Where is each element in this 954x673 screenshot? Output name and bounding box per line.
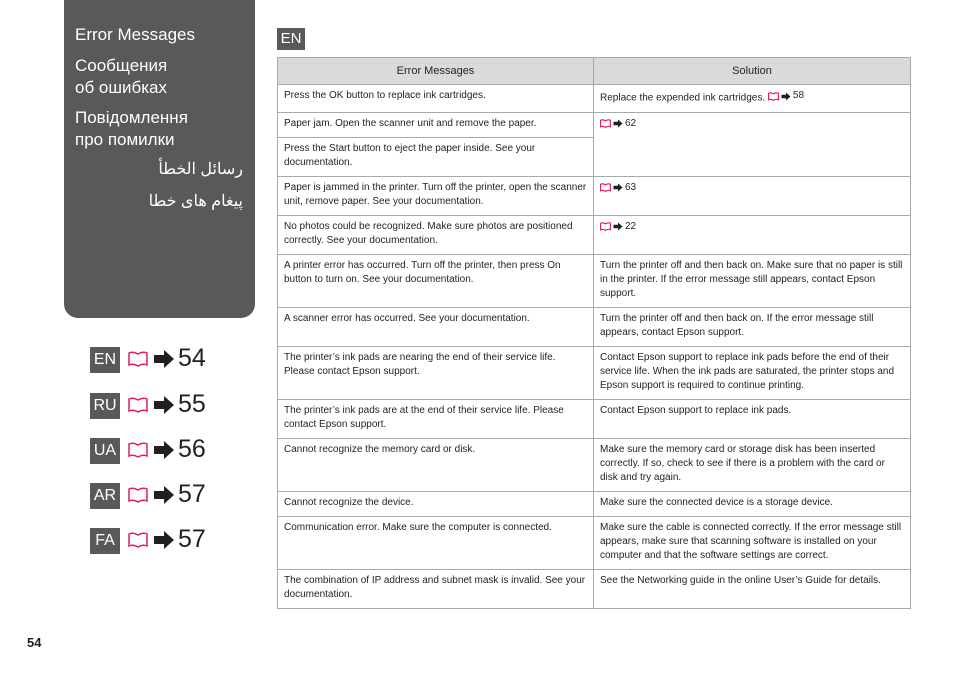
error-message-cell: Press the OK button to replace ink cartridges. xyxy=(278,85,594,113)
section-title-fa: پیغام های خطا xyxy=(148,193,243,210)
page-number: 54 xyxy=(27,635,42,650)
table-row xyxy=(278,307,911,346)
solution-text: Replace the expended ink cartridges. xyxy=(600,92,766,104)
page-reference: 57 xyxy=(178,480,206,508)
solution-cell: Turn the printer off and then back on. Make sure that no paper is still in the printer. If the error message still appears, contact Epson support. xyxy=(594,254,911,307)
lang-badge-ua: UA xyxy=(90,438,120,464)
lang-badge-ru: RU xyxy=(90,393,120,419)
table-row xyxy=(278,112,911,137)
solution-cell: Make sure the memory card or storage disk has been inserted correctly. If so, check to see if there is a problem with the card or disk and try again. xyxy=(594,438,911,491)
error-message-cell: The printer’s ink pads are at the end of their service life. Please contact Epson support. xyxy=(278,399,594,438)
column-header-solution: Solution xyxy=(594,58,911,85)
table-row xyxy=(278,438,911,491)
page-reference: 57 xyxy=(178,525,206,553)
book-icon xyxy=(128,532,148,548)
solution-cell xyxy=(594,85,911,113)
arrow-right-icon xyxy=(613,222,623,231)
book-icon xyxy=(600,222,611,231)
table-row xyxy=(278,399,911,438)
error-message-cell: The combination of IP address and subnet mask is invalid. See your documentation. xyxy=(278,569,594,608)
language-tag: EN xyxy=(277,28,305,50)
error-message-cell: Communication error. Make sure the computer is connected. xyxy=(278,516,594,569)
sidebar-panel xyxy=(64,0,255,318)
solution-cell xyxy=(594,215,911,254)
solution-cell: Contact Epson support to replace ink pads. xyxy=(594,399,911,438)
section-title-ru: Сообщения об ошибках xyxy=(75,56,168,97)
table-row xyxy=(278,176,911,215)
table-row xyxy=(278,254,911,307)
solution-cell: Turn the printer off and then back on. If the error message still appears, contact Epson support. xyxy=(594,307,911,346)
arrow-right-icon xyxy=(613,183,623,192)
error-message-cell: Cannot recognize the memory card or disk. xyxy=(278,438,594,491)
nav-link-ua[interactable] xyxy=(90,436,230,466)
lang-badge-fa: FA xyxy=(90,528,120,554)
book-icon xyxy=(600,183,611,192)
page-reference: 54 xyxy=(178,344,206,372)
book-icon xyxy=(128,442,148,458)
table-row xyxy=(278,85,911,113)
arrow-right-icon xyxy=(153,530,175,550)
arrow-right-icon xyxy=(153,349,175,369)
section-title-ar: رسائل الخطأ xyxy=(158,161,243,178)
page-number-ref: 22 xyxy=(625,220,637,232)
book-icon xyxy=(768,92,779,101)
arrow-right-icon xyxy=(781,92,791,101)
lang-badge-ar: AR xyxy=(90,483,120,509)
column-header-error-messages: Error Messages xyxy=(278,58,594,85)
page-reference: 55 xyxy=(178,390,206,418)
page-number-ref: 58 xyxy=(792,90,805,101)
page-link[interactable] xyxy=(600,181,636,195)
arrow-right-icon xyxy=(613,119,623,128)
page-link[interactable] xyxy=(768,89,804,103)
error-message-cell: The printer’s ink pads are nearing the end of their service life. Please contact Epson support. xyxy=(278,346,594,399)
table-row xyxy=(278,569,911,608)
page-number-ref: 63 xyxy=(625,181,637,193)
error-message-cell: Cannot recognize the device. xyxy=(278,491,594,516)
nav-link-ru[interactable] xyxy=(90,391,230,421)
lang-badge-en: EN xyxy=(90,347,120,373)
error-message-cell: Paper is jammed in the printer. Turn off the printer, open the scanner unit, remove paper. See your documentation. xyxy=(278,176,594,215)
error-message-cell: No photos could be recognized. Make sure photos are positioned correctly. See your documentation. xyxy=(278,215,594,254)
book-icon xyxy=(600,119,611,128)
table-row xyxy=(278,346,911,399)
solution-cell xyxy=(594,112,911,176)
solution-cell: Make sure the cable is connected correctly. If the error message still appears, make sure that scanning software is installed on your computer and that the software settings are correct. xyxy=(594,516,911,569)
error-messages-table xyxy=(277,57,911,609)
solution-cell: Contact Epson support to replace ink pads before the end of their service life. When the ink pads are saturated, the printer stops and Epson support is required to continue printing. xyxy=(594,346,911,399)
book-icon xyxy=(128,397,148,413)
arrow-right-icon xyxy=(153,485,175,505)
section-title-en: Error Messages xyxy=(75,25,195,44)
arrow-right-icon xyxy=(153,440,175,460)
nav-link-en[interactable] xyxy=(90,345,230,375)
solution-cell: See the Networking guide in the online User’s Guide for details. xyxy=(594,569,911,608)
table-header-row xyxy=(278,58,911,85)
error-message-cell: A printer error has occurred. Turn off the printer, then press On button to turn on. See your documentation. xyxy=(278,254,594,307)
nav-link-ar[interactable] xyxy=(90,481,230,511)
page-link[interactable] xyxy=(600,117,636,131)
nav-link-fa[interactable] xyxy=(90,526,230,556)
solution-cell: Make sure the connected device is a storage device. xyxy=(594,491,911,516)
page-number-ref: 62 xyxy=(625,117,637,129)
error-message-cell: A scanner error has occurred. See your documentation. xyxy=(278,307,594,346)
page-link[interactable] xyxy=(600,220,636,234)
error-message-cell: Paper jam. Open the scanner unit and remove the paper. xyxy=(278,112,594,137)
book-icon xyxy=(128,351,148,367)
table-row xyxy=(278,516,911,569)
table-row xyxy=(278,491,911,516)
error-message-cell: Press the Start button to eject the paper inside. See your documentation. xyxy=(278,137,594,176)
section-title-ua: Повідомлення про помилки xyxy=(75,108,188,149)
table-row xyxy=(278,215,911,254)
arrow-right-icon xyxy=(153,395,175,415)
page-reference: 56 xyxy=(178,435,206,463)
book-icon xyxy=(128,487,148,503)
solution-cell xyxy=(594,176,911,215)
